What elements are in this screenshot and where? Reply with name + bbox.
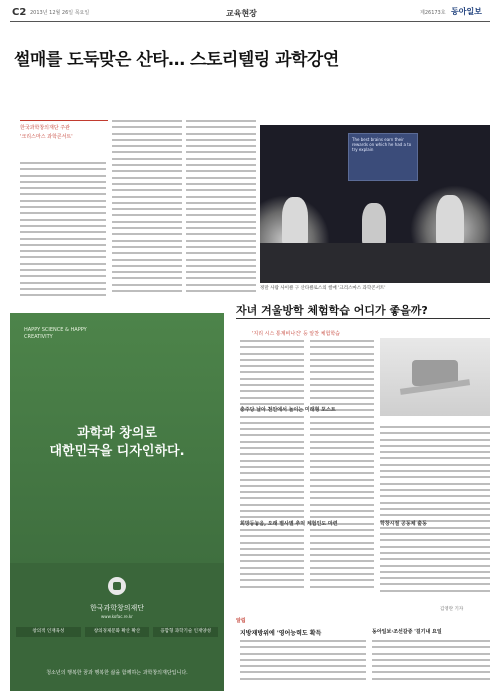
section-title: 교육현장 [226,9,257,18]
issue-date: 2013년 12월 26일 목요일 [30,10,90,16]
notice-label: 알림 [236,618,246,624]
article-kicker [20,120,108,158]
ad-button-3: 융합형 과학기술 인재양성 [153,627,218,637]
ad-buttons [16,627,218,637]
screen-text: The best brains earn their rewards on which he had a to try explain [352,137,412,152]
stage-floor [260,243,490,283]
ad-button-1: 창의적 인재육성 [16,627,81,637]
page-header [0,0,500,30]
article2-column-3 [380,426,490,606]
article2-tagline: '지리 시스 통계비나건' 등 알찬 체험학습 [252,331,340,337]
article2-title: 자녀 겨울방학 체험학습 어디가 좋을까? [236,304,428,317]
article2-subhead-2: 희망등놓음, 오래 별사별 추억 체험인도 마련 [240,521,338,527]
main-headline: 썰매를 도둑맞은 산타… 스토리텔링 과학강연 [14,50,339,70]
notice-left-body [240,640,366,688]
newspaper-logo: 동아일보 [451,7,482,16]
kicker-line-1: 한국과학창의재단 주관 [20,125,70,131]
article-column-2 [112,120,182,306]
advertisement [10,313,224,691]
article2-subhead-3: 학창시절 공동체 출동 [380,521,427,527]
ad-url[interactable]: www.kofac.re.kr [101,614,133,619]
article2-column-2 [310,340,374,610]
article2-column-1 [240,340,304,610]
winter-camp-photo [380,338,490,416]
performer-figure [436,195,464,245]
kicker-line-2: '크리스마스 과학콘서트' [20,134,73,140]
performer-figure [282,197,308,245]
ad-bottom-panel [10,563,224,691]
header-rule [10,21,490,22]
ad-mini-title: HAPPY SCIENCE & HAPPY CREATIVITY [24,327,87,340]
ad-button-2: 창의경제문화 확산 확산 [85,627,150,637]
notice-right-title: 동아일보·조선갈증 '걸기내 요일 [372,629,442,635]
article2-byline: 김영란 기자 [440,607,464,612]
ad-footer: 청소년의 행복한 꿈과 행복한 삶을 함께하는 과학창의재단입니다. [46,670,188,676]
performer-figure [362,203,386,245]
ad-slogan-line-1: 과학과 창의로 [77,426,157,441]
foundation-emblem-icon [108,577,126,595]
lecture-photo [260,125,490,283]
ad-foundation-name: 한국과학창의재단 [89,604,145,612]
ad-slogan-line-2: 대한민국을 디자인하다. [49,444,185,459]
notice-left-title: 지방재방위에 '영어능력도 확득 [240,630,322,637]
issue-number: 제26173호 [420,10,446,16]
article2-subhead-1: 충주당 날아 천안에서 놀이는 미래형 포스트 [240,407,336,413]
article-column-1 [20,162,106,302]
photo-caption: 정말 사람 사이클 구 산타클로스의 썰매 '크리스마스 과학콘서트' [260,286,386,291]
page-code: C2 [12,7,27,18]
article2-rule [236,318,490,319]
notice-right-body [372,640,490,688]
article-column-3 [186,120,256,306]
ad-slogan [10,425,224,461]
